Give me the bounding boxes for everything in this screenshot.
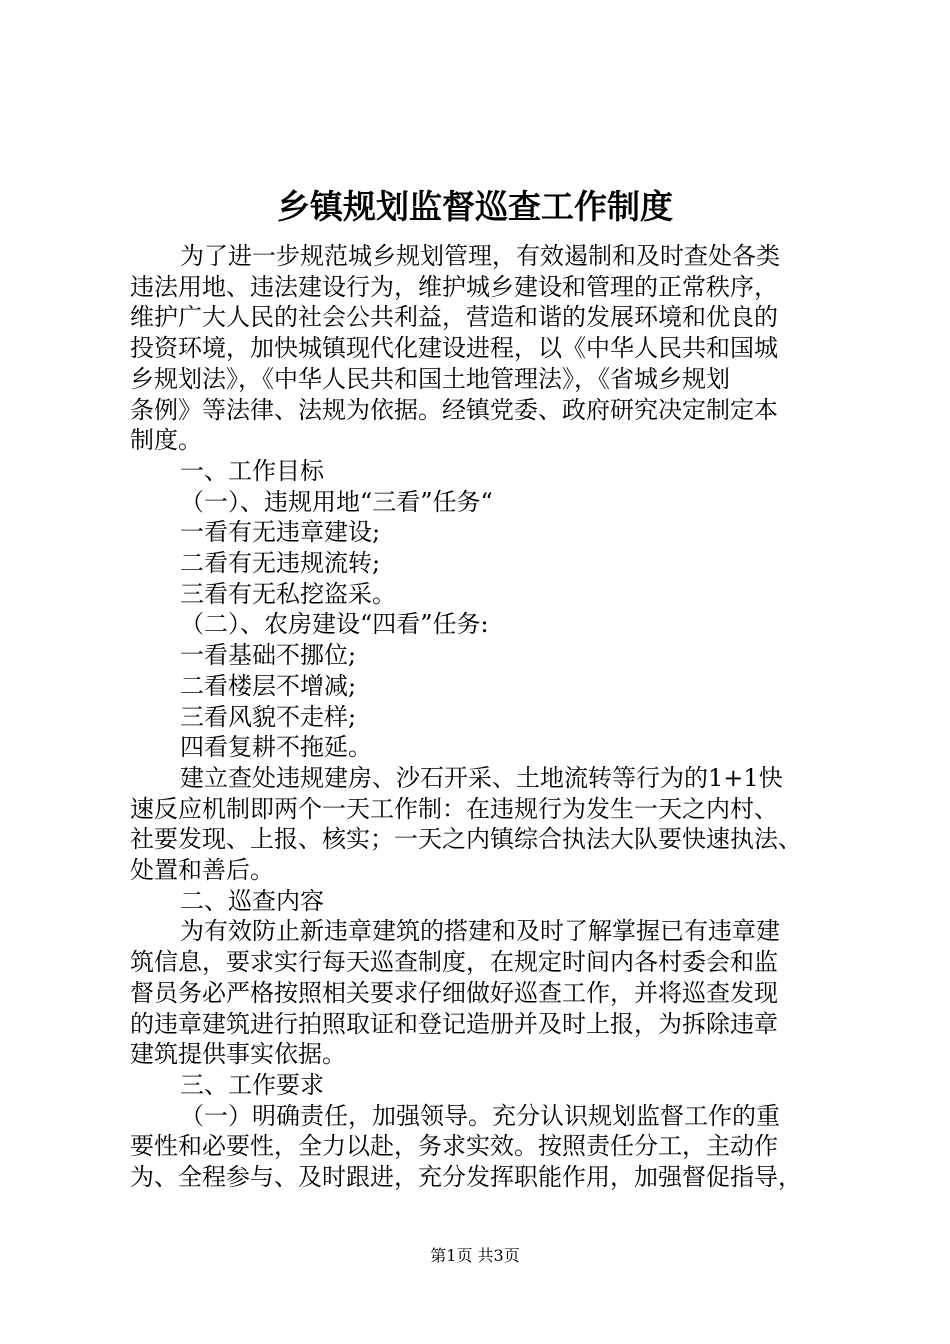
paragraph-line: 筑信息，要求实行每天巡查制度，在规定时间内各村委会和监 bbox=[130, 948, 778, 977]
paragraph-line: 条例》等法律、法规为依据。经镇党委、政府研究决定制定本 bbox=[130, 395, 778, 424]
paragraph-line: 一看基础不挪位; bbox=[180, 641, 357, 670]
paragraph-line: 处置和善后。 bbox=[130, 856, 274, 884]
paragraph-line: 四看复耕不拖延。 bbox=[180, 733, 372, 762]
paragraph-line: 为有效防止新违章建筑的搭建和及时了解掌握已有违章建 bbox=[180, 917, 780, 946]
paragraph-line: 三看有无私挖盗采。 bbox=[180, 579, 396, 608]
paragraph-line: 二、巡查内容 bbox=[180, 886, 324, 915]
paragraph-line: 乡规划法》，《中华人民共和国土地管理法》，《省城乡规划 bbox=[130, 364, 730, 393]
paragraph-line: 建筑提供事实依据。 bbox=[130, 1040, 346, 1069]
paragraph-line: 速反应机制即两个一天工作制：在违规行为发生一天之内村、 bbox=[130, 794, 778, 823]
paragraph-line: 督员务必严格按照相关要求仔细做好巡查工作，并将巡查发现 bbox=[130, 978, 778, 1007]
paragraph-line: 为了进一步规范城乡规划管理，有效遏制和及时查处各类 bbox=[180, 242, 780, 270]
paragraph-line: （一）、违规用地“三看”任务“ bbox=[180, 487, 493, 516]
paragraph-line: （二）、农房建设“四看”任务: bbox=[180, 610, 489, 639]
page-footer: 第1页 共3页 bbox=[430, 1246, 520, 1265]
document-title: 乡镇规划监督巡查工作制度 bbox=[277, 187, 673, 226]
paragraph-line: 二看楼层不增减; bbox=[180, 671, 357, 700]
paragraph-line: 投资环境，加快城镇现代化建设进程，以《中华人民共和国城 bbox=[130, 334, 778, 363]
paragraph-line: 一看有无违章建设; bbox=[180, 518, 381, 547]
paragraph-line: 三看风貌不走样; bbox=[180, 702, 357, 731]
paragraph-line: 为、全程参与、及时跟进，充分发挥职能作用，加强督促指导， bbox=[130, 1163, 802, 1191]
paragraph-line: 要性和必要性，全力以赴，务求实效。按照责任分工，主动作 bbox=[130, 1132, 778, 1161]
paragraph-line: 违法用地、违法建设行为，维护城乡建设和管理的正常秩序， bbox=[130, 272, 778, 301]
paragraph-line: 一、工作目标 bbox=[180, 456, 324, 485]
paragraph-line: 的违章建筑进行拍照取证和登记造册并及时上报，为拆除违章 bbox=[130, 1009, 778, 1038]
paragraph-line: 维护广大人民的社会公共利益，营造和谐的发展环境和优良的 bbox=[130, 303, 778, 332]
paragraph-line: 建立查处违规建房、沙石开采、土地流转等行为的1+1快 bbox=[180, 763, 783, 792]
paragraph-line: 二看有无违规流转; bbox=[180, 549, 381, 577]
paragraph-line: （一）明确责任，加强领导。充分认识规划监督工作的重 bbox=[180, 1101, 780, 1130]
paragraph-line: 制度。 bbox=[130, 426, 202, 455]
paragraph-line: 三、工作要求 bbox=[180, 1070, 324, 1099]
paragraph-line: 社要发现、上报、核实；一天之内镇综合执法大队要快速执法、 bbox=[130, 825, 802, 854]
